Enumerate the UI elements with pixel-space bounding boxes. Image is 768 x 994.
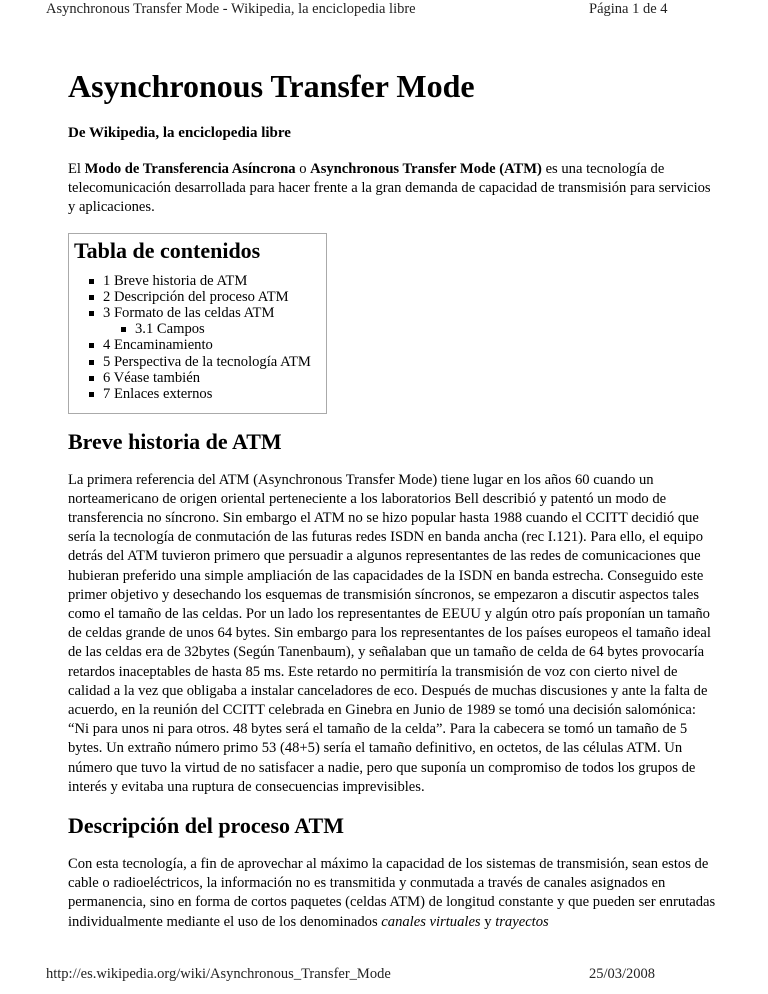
body-text: Con esta tecnología, a fin de aprovechar al máximo la capacidad de los sistemas de transmisión, sean estos de cable o radioeléctricos, la información no es transmitida y conmutada a través de canales asignados en permanencia, sino en forma de cortos paquetes (celdas ATM) de longitud constante y que pueden ser enrutadas individualmente mediante el uso de los denominados	[68, 856, 716, 930]
body-text: y	[480, 913, 496, 930]
toc-item[interactable]	[74, 354, 321, 370]
toc-item[interactable]	[74, 305, 321, 321]
square-bullet-icon	[89, 279, 94, 284]
print-header-title: Asynchronous Transfer Mode - Wikipedia, la enciclopedia libre	[46, 1, 416, 17]
toc-title: Tabla de contenidos	[74, 237, 261, 263]
footer-date: 25/03/2008	[589, 966, 656, 982]
toc-link[interactable]: 6 Véase también	[103, 369, 200, 386]
square-bullet-icon	[89, 343, 94, 348]
toc-item[interactable]	[74, 337, 321, 353]
section-heading-history: Breve historia de ATM	[68, 428, 282, 454]
square-bullet-icon	[89, 311, 94, 316]
toc-item[interactable]	[74, 273, 321, 289]
print-header	[0, 1, 768, 21]
toc-link[interactable]: 4 Encaminamiento	[103, 337, 213, 354]
article-content	[68, 66, 718, 932]
toc-list	[74, 273, 321, 403]
toc-link[interactable]: 2 Descripción del proceso ATM	[103, 288, 289, 305]
square-bullet-icon	[89, 392, 94, 397]
square-bullet-icon	[121, 327, 126, 332]
square-bullet-icon	[89, 295, 94, 300]
table-of-contents	[68, 233, 327, 414]
toc-item[interactable]	[74, 370, 321, 386]
section-heading-process: Descripción del proceso ATM	[68, 813, 344, 839]
intro-text: o	[295, 161, 311, 177]
toc-item[interactable]	[74, 386, 321, 402]
intro-paragraph	[68, 160, 718, 218]
intro-text: El	[68, 161, 85, 177]
toc-item[interactable]	[74, 289, 321, 305]
square-bullet-icon	[89, 376, 94, 381]
italic-term: trayectos	[495, 913, 549, 930]
toc-link[interactable]: 7 Enlaces externos	[103, 386, 213, 403]
intro-bold-term: Asynchronous Transfer Mode (ATM)	[310, 161, 542, 177]
toc-link[interactable]: 5 Perspectiva de la tecnología ATM	[103, 353, 311, 370]
site-subtitle: De Wikipedia, la enciclopedia libre	[68, 125, 291, 141]
footer-url: http://es.wikipedia.org/wiki/Asynchronous_Transfer_Mode	[46, 966, 391, 982]
toc-subitem[interactable]	[74, 321, 321, 337]
italic-term: canales virtuales	[381, 913, 481, 930]
print-footer	[0, 966, 768, 986]
page-title: Asynchronous Transfer Mode	[68, 68, 475, 104]
intro-text: es una tecnología de telecomunicación desarrollada para hacer frente a la gran demanda de capacidad de transmisión para servicios y aplicaciones.	[68, 161, 711, 216]
toc-link[interactable]: 3.1 Campos	[135, 321, 205, 338]
section-body-history: La primera referencia del ATM (Asynchronous Transfer Mode) tiene lugar en los años 60 cuando un norteamericano de origen oriental perteneciente a los laboratorios Bell describió y patentó un modo de transferencia no síncrono. Sin embargo el ATM no se hizo popular hasta 1988 cuando el CCITT decidió que sería la tecnología de conmutación de las futuras redes ISDN en banda ancha (rec I.121). Para ello, el equipo detrás del ATM tuvieron primero que persuadir a algunos representantes de las redes de comunicaciones que hubieran preferido una simple ampliación de las capacidades de la ISDN en banda estrecha. Conseguido este primer objetivo y desechando los esquemas de transmisión síncronos, se empezaron a discutir aspectos tales como el tamaño de las celdas. Por un lado los representantes de EEUU y algún otro país proponían un tamaño de celdas grande de unos 64 bytes. Sin embargo para los representantes de los países europeos el tamaño ideal de las celdas era de 32bytes (Según Tanenbaum), y señalaban que un tamaño de celda de 64 bytes provocaría retardos inaceptables de hasta 85 ms. Este retardo no permitiría la transmisión de voz con cierto nivel de calidad a la vez que obligaba a instalar canceladores de eco. Después de muchas discusiones y ante la falta de acuerdo, en la reunión del CCITT celebrada en Ginebra en Junio de 1989 se tomó una decisión salomónica: “Ni para unos ni para otros. 48 bytes será el tamaño de la celda”. Para la cabecera se tomó un tamaño de 5 bytes. Un extraño número primo 53 (48+5) sería el tamaño definitivo, en octetos, de las células ATM. Un número que tuvo la virtud de no satisfacer a nadie, pero que suponía un compromiso de todos los grupos de interés y evitaba una ruptura de consecuencias imprevisibles.	[68, 471, 711, 795]
toc-link[interactable]: 3 Formato de las celdas ATM	[103, 305, 275, 322]
page-indicator: Página 1 de 4	[589, 1, 668, 17]
intro-bold-term: Modo de Transferencia Asíncrona	[84, 161, 296, 177]
toc-link[interactable]: 1 Breve historia de ATM	[103, 272, 248, 289]
section-body-process	[68, 855, 718, 932]
square-bullet-icon	[89, 360, 94, 365]
